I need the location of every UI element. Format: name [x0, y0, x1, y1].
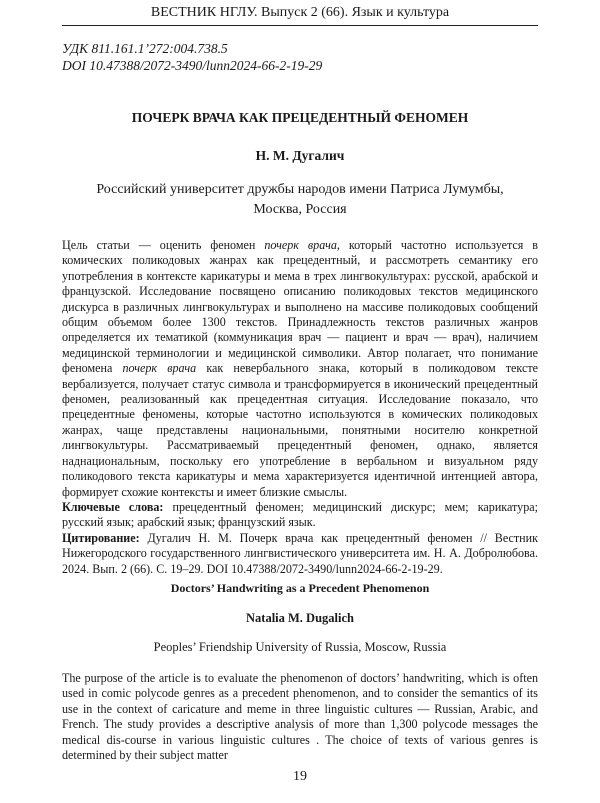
- header-rule: [62, 25, 538, 26]
- abstract-ru-text: [62, 238, 538, 500]
- page-number: 19: [293, 769, 307, 784]
- affiliation-en: Peoples’ Friendship University of Russia, Moscow, Russia: [153, 640, 447, 654]
- keywords-text: прецедентный феномен; медицинский дискурс; мем; карикатура; русский язык; арабский язык; французский язык.: [62, 499, 538, 530]
- abstract-ru-term2: почерк врача: [122, 361, 197, 376]
- citation-ru: [62, 531, 538, 577]
- abstract-ru: [62, 238, 538, 577]
- abstract-ru-term1: почерк врача: [264, 238, 337, 252]
- author-name-ru: Н. М. Дугалич: [255, 148, 345, 163]
- article-title-en: Doctors’ Handwriting as a Precedent Phenomenon: [170, 581, 430, 595]
- article-identifiers: [62, 40, 538, 74]
- abstract-ru-part1: Цель статьи — оценить феномен: [62, 238, 265, 252]
- keywords-ru: [62, 500, 538, 531]
- affiliation-ru: [62, 180, 538, 220]
- citation-label: Цитирование:: [62, 530, 140, 545]
- abstract-ru-part2: , который частотно используется в комических поликодовых жанрах как прецедентный, и рассмотреть семантику его употребления в контексте карикатуры и мема в трех лингвокультурах: русской, арабской и французской. Исследование посвящено описанию поликодовых текстов медицинского дискурса в различных лингвокультурах и выполнено на массиве поликодовых сообщений общим объемом более 1300 текстов. Принадлежность текстов различных жанров определяется их тематикой (коммуникация врач — пациент и врач — врач), наличием медицинской терминологии и медицинской символики. Автор полагает, что понимание феномена: [62, 238, 538, 376]
- abstract-en: The purpose of the article is to evaluate the phenomenon of doctors’ handwriting, which is often used in comic polycode genres as a precedent phenomenon, and to consider the semantics of its use in the context of caricature and meme in three linguistic cultures — Russian, Arabic, and French. The study provides a descriptive analysis of more than 1,300 polycode messages the medical dis-course in various linguistic cultures . The choice of texts of various genres is determined by their subject matter: [62, 671, 538, 763]
- affiliation-ru-line2: Москва, Россия: [253, 202, 347, 217]
- affiliation-ru-line1: Российский университет дружбы народов имени Патриса Лумумбы,: [96, 182, 504, 197]
- author-name-en: Natalia M. Dugalich: [246, 611, 354, 625]
- citation-text: Дугалич Н. М. Почерк врача как прецедентный феномен // Вестник Нижегородского государственного лингвистического университета им. Н. А. Добролюбова. 2024. Вып. 2 (66). С. 19–29. DOI 10.47388/2072-3490/lunn2024-66-2-19-29.: [62, 530, 538, 576]
- keywords-label: Ключевые слова:: [62, 499, 164, 514]
- udc-code: УДК 811.161.1’272:004.738.5: [62, 41, 228, 56]
- abstract-ru-part3: как невербального знака, который в поликодовом тексте вербализуется, получает статус символа и трансформируется в иконический прецедентный феномен, реализованный как прецедентная ситуация. Исследование показало, что прецедентные феномены, которые частотно используются в комических поликодовых жанрах, чаще представлены национальными, понятными носителю конкретной лингвокультуры. Рассматриваемый прецедентный феномен, однако, является наднациональным, поскольку его употребление в вербальном и визуальном ряду поликодового текста карикатуры и мема характеризуется идентичной интенцией автора, формирует схожие контексты и имеет близкие смыслы.: [62, 361, 538, 499]
- doi-code[interactable]: DOI 10.47388/2072-3490/lunn2024-66-2-19-29: [62, 58, 323, 73]
- article-title-ru: ПОЧЕРК ВРАЧА КАК ПРЕЦЕДЕНТНЫЙ ФЕНОМЕН: [131, 110, 469, 125]
- running-head: ВЕСТНИК НГЛУ. Выпуск 2 (66). Язык и культура: [150, 5, 450, 20]
